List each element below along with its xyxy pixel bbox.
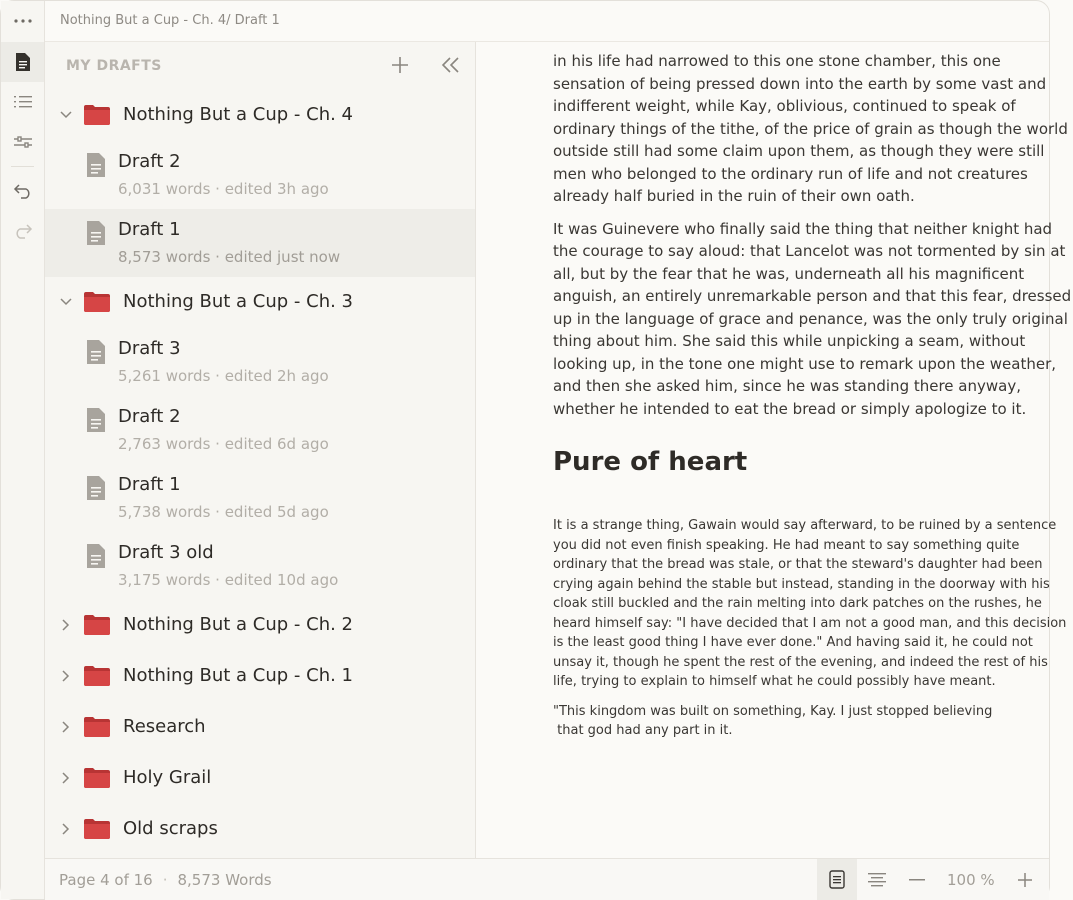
draft-item[interactable] [45,532,475,600]
separator: · [162,871,168,889]
draft-item[interactable] [45,464,475,532]
folder-name: Old scraps [123,818,218,839]
folder-item[interactable] [45,651,475,702]
folder-icon [83,104,111,126]
chevron-down-icon[interactable] [58,294,74,310]
chevron-down-icon[interactable] [58,107,74,123]
page-view-button[interactable] [817,859,857,900]
draft-meta: 2,763 words · edited 6d ago [118,435,329,453]
draft-document-icon [85,475,107,501]
minus-icon [909,879,925,881]
zoom-out-button[interactable] [897,859,937,900]
undo-icon [14,183,32,199]
rail-divider [11,166,34,167]
chevron-right-icon[interactable] [58,770,74,786]
chevron-right-icon[interactable] [58,821,74,837]
drafts-tree [45,90,475,855]
draft-meta: 6,031 words · edited 3h ago [118,180,329,198]
folder-item[interactable] [45,804,475,855]
drafts-sidebar [45,42,476,858]
settings-button[interactable] [1,122,44,162]
chevron-right-icon[interactable] [58,668,74,684]
draft-item[interactable] [45,209,475,277]
draft-document-icon [85,543,107,569]
folder-name: Research [123,716,206,737]
editor-pane[interactable] [476,42,1073,858]
draft-meta: 5,261 words · edited 2h ago [118,367,329,385]
word-count: 8,573 Words [177,871,272,889]
folder-item[interactable] [45,90,475,141]
draft-name: Draft 3 old [118,542,214,563]
draft-document-icon [85,152,107,178]
redo-button[interactable] [1,211,44,251]
folder-name: Holy Grail [123,767,212,788]
zoom-in-button[interactable] [1005,859,1045,900]
sidebar-heading: MY DRAFTS [66,58,162,74]
document-icon [15,52,31,72]
folder-icon [83,291,111,313]
list-icon [14,95,32,109]
document-path: Nothing But a Cup - Ch. 4/ Draft 1 [60,13,280,28]
paragraph[interactable]: "This kingdom was built on something, Kay. I just stopped believing that god had any part in it. [553,703,993,738]
folder-item[interactable] [45,277,475,328]
text-align-button[interactable] [857,859,897,900]
folder-icon [83,665,111,687]
draft-meta: 5,738 words · edited 5d ago [118,503,329,521]
folder-name: Nothing But a Cup - Ch. 2 [123,614,354,635]
folder-icon [83,767,111,789]
draft-name: Draft 1 [118,474,181,495]
folder-name: Nothing But a Cup - Ch. 1 [123,665,354,686]
page-count: Page 4 of 16 [59,871,153,889]
redo-icon [14,223,32,239]
zoom-level: 100 % [947,871,995,889]
more-button[interactable] [1,1,44,41]
folder-item[interactable] [45,600,475,651]
chevron-right-icon[interactable] [58,617,74,633]
status-bar [45,858,1049,900]
undo-button[interactable] [1,171,44,211]
documents-button[interactable] [1,42,44,82]
draft-item[interactable] [45,141,475,209]
draft-document-icon [85,220,107,246]
page-info [59,871,272,889]
draft-meta: 8,573 words · edited just now [118,248,341,266]
more-icon [13,18,33,24]
section-heading[interactable]: Pure of heart [553,447,748,477]
align-center-icon [868,873,886,887]
page-view-icon [829,870,845,889]
folder-name: Nothing But a Cup - Ch. 4 [123,104,354,125]
draft-item[interactable] [45,328,475,396]
draft-document-icon [85,339,107,365]
draft-name: Draft 2 [118,406,181,427]
plus-icon [1017,872,1033,888]
outline-button[interactable] [1,82,44,122]
paragraph[interactable]: It was Guinevere who finally said the thing that neither knight had the courage to say aloud: that Lancelot was not tormented by sin at all, but by the fear that he was, underneath all his magnificent anguish, an entirely unremarkable person and that this fear, dressed up in the language of grace and penance, was the only truly original thing about him. She said this while unpicking a seam, without looking up, in the tone one might use to remark upon the weather, and then she asked him, since he was standing there anyway, whether he intended to eat the bread or simply apologize to it. [553,219,1072,418]
chevron-right-icon[interactable] [58,719,74,735]
title-bar [45,1,1049,42]
sidebar-header [45,42,475,90]
settings-sliders-icon [14,135,32,149]
draft-name: Draft 1 [118,219,181,240]
folder-name: Nothing But a Cup - Ch. 3 [123,291,354,312]
document-page[interactable] [553,50,1073,751]
draft-meta: 3,175 words · edited 10d ago [118,571,339,589]
draft-document-icon [85,407,107,433]
folder-icon [83,716,111,738]
add-icon[interactable] [389,54,411,76]
folder-icon [83,818,111,840]
draft-name: Draft 2 [118,151,181,172]
paragraph[interactable]: It is a strange thing, Gawain would say afterward, to be ruined by a sentence you did not even finish speaking. He had meant to say something quite ordinary that the bread was stale, or that the steward's daughter had been crying again behind the stable but instead, standing in the doorway with his cloak still buckled and the rain melting into dark patches on the rushes, he heard himself say: "I have decided that I am not a good man, and this decision is the least good thing I have ever done." And having said it, he could not unsay it, though he spent the rest of the evening, and indeed the rest of his life, trying to explain to himself what he could possibly have meant. [553,518,1071,689]
draft-item[interactable] [45,396,475,464]
folder-icon [83,614,111,636]
draft-name: Draft 3 [118,338,181,359]
paragraph[interactable]: in his life had narrowed to this one stone chamber, this one sensation of being pressed down into the earth by some vast and indifferent weight, while Kay, oblivious, continued to speak of ordinary things of the tithe, of the price of grain as though the world outside still had some claim upon them, as though they were still men who belonged to the ordinary run of life and not creatures already half buried in the ruin of their own oath. [553,52,1073,205]
collapse-sidebar-icon[interactable] [439,54,463,76]
tool-rail [1,1,45,899]
folder-item[interactable] [45,702,475,753]
folder-item[interactable] [45,753,475,804]
